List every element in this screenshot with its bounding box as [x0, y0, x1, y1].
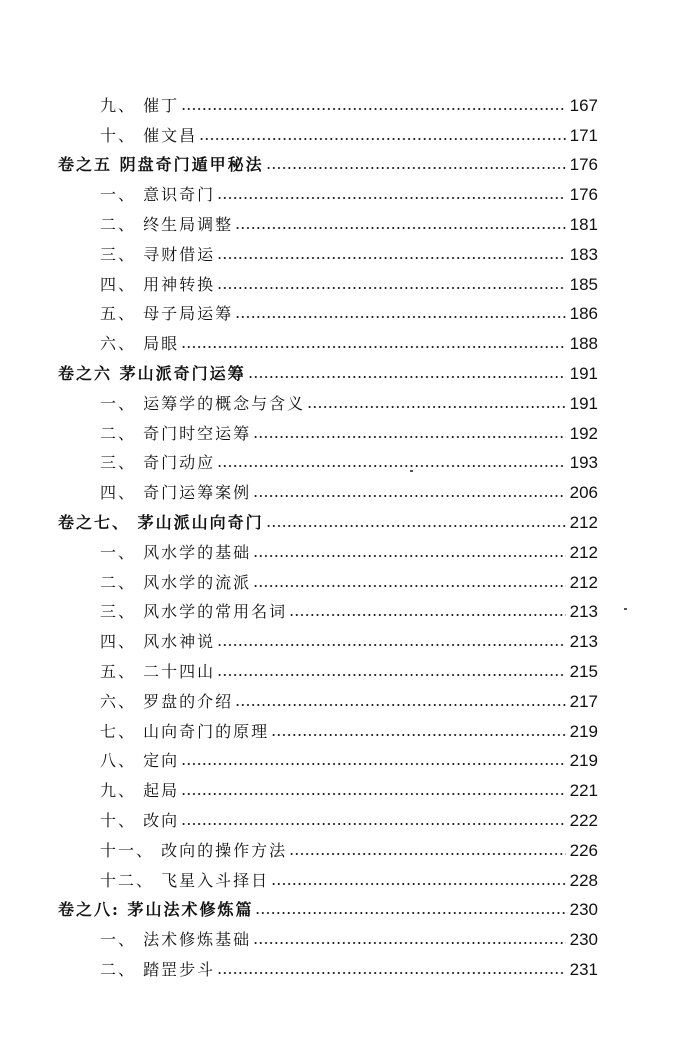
toc-page-number: 206: [569, 483, 598, 503]
toc-entry-title: 四、 风水神说: [100, 632, 216, 652]
toc-chapter-entry[interactable]: [0, 146, 679, 176]
toc-page-number: 221: [569, 781, 598, 801]
dot-leader: [289, 613, 566, 617]
toc-chapter-entry[interactable]: [0, 503, 679, 533]
toc-entry-title: 四、 奇门运筹案例: [100, 483, 252, 503]
dot-leader: [253, 435, 566, 439]
toc-entry[interactable]: [0, 682, 679, 712]
toc-chapter-title: 卷之八: 茅山法术修炼篇: [58, 900, 254, 920]
toc-chapter-title: 卷之七、 茅山派山向奇门: [58, 512, 264, 532]
toc-page-number: 212: [569, 572, 598, 592]
toc-entry-title: 八、 定向: [100, 751, 180, 771]
toc-entry-title: 二、 奇门时空运筹: [100, 423, 252, 443]
toc-entry-title: 三、 奇门动应: [100, 453, 216, 473]
toc-entry[interactable]: [0, 473, 679, 503]
toc-entry[interactable]: [0, 622, 679, 652]
scan-speck: [624, 608, 627, 610]
toc-page-number: 222: [569, 810, 598, 830]
dot-leader: [181, 762, 566, 766]
toc-entry-title: 一、 风水学的基础: [100, 542, 252, 562]
toc-chapter-entry[interactable]: [0, 891, 679, 921]
dot-leader: [235, 703, 566, 707]
dot-leader: [217, 464, 566, 468]
toc-entry[interactable]: [0, 801, 679, 831]
toc-page-number: 176: [569, 155, 598, 175]
dot-leader: [181, 345, 566, 349]
toc-page-number: 219: [569, 721, 598, 741]
toc-entry-title: 六、 罗盘的介绍: [100, 691, 234, 711]
toc-entry-title: 一、 法术修炼基础: [100, 930, 252, 950]
scan-speck: [410, 470, 413, 472]
toc-chapter-entry[interactable]: [0, 354, 679, 384]
toc-page-number: 228: [569, 870, 598, 890]
toc-entry-title: 六、 局眼: [100, 334, 180, 354]
dot-leader: [217, 256, 566, 260]
toc-entry-title: 十、 改向: [100, 810, 180, 830]
toc-entry-title: 一、 意识奇门: [100, 185, 216, 205]
toc-entry[interactable]: [0, 205, 679, 235]
toc-entry[interactable]: [0, 265, 679, 295]
toc-page-number: 213: [569, 602, 598, 622]
dot-leader: [217, 971, 566, 975]
dot-leader: [217, 196, 566, 200]
toc-entry[interactable]: [0, 384, 679, 414]
dot-leader: [217, 643, 566, 647]
toc-page-number: 231: [569, 959, 598, 979]
dot-leader: [307, 405, 566, 409]
dot-leader: [255, 911, 566, 915]
toc-entry[interactable]: [0, 414, 679, 444]
toc-page-number: 192: [569, 423, 598, 443]
toc-page-number: 212: [569, 512, 598, 532]
toc-entry[interactable]: [0, 593, 679, 623]
toc-page-number: 176: [569, 185, 598, 205]
dot-leader: [217, 286, 566, 290]
toc-page-number: 219: [569, 751, 598, 771]
toc-entry[interactable]: [0, 295, 679, 325]
toc-entry-title: 三、 寻财借运: [100, 244, 216, 264]
dot-leader: [181, 792, 566, 796]
dot-leader: [217, 673, 566, 677]
dot-leader: [181, 822, 566, 826]
toc-entry-title: 十二、 飞星入斗择日: [100, 870, 270, 890]
toc-entry-title: 九、 催丁: [100, 95, 180, 115]
table-of-contents: [0, 86, 679, 980]
toc-entry-title: 五、 母子局运筹: [100, 304, 234, 324]
toc-page-number: 191: [569, 363, 598, 383]
toc-page-number: 181: [569, 214, 598, 234]
toc-page-number: 171: [569, 125, 598, 145]
toc-page-number: 230: [569, 900, 598, 920]
toc-page-number: 193: [569, 453, 598, 473]
toc-page-number: 186: [569, 304, 598, 324]
toc-entry[interactable]: [0, 950, 679, 980]
toc-entry-title: 四、 用神转换: [100, 274, 216, 294]
toc-chapter-title: 卷之六 茅山派奇门运筹: [58, 363, 246, 383]
dot-leader: [199, 137, 566, 141]
dot-leader: [253, 584, 566, 588]
toc-entry-title: 一、 运筹学的概念与含义: [100, 393, 306, 413]
toc-page-number: 230: [569, 930, 598, 950]
dot-leader: [289, 852, 566, 856]
toc-entry-title: 十一、 改向的操作方法: [100, 840, 288, 860]
toc-entry-title: 二、 风水学的流派: [100, 572, 252, 592]
toc-entry[interactable]: [0, 324, 679, 354]
toc-entry[interactable]: [0, 235, 679, 265]
toc-page-number: 167: [569, 95, 598, 115]
toc-entry[interactable]: [0, 861, 679, 891]
toc-entry-title: 五、 二十四山: [100, 661, 216, 681]
dot-leader: [248, 375, 566, 379]
toc-page-number: 226: [569, 840, 598, 860]
dot-leader: [253, 941, 566, 945]
toc-entry-title: 七、 山向奇门的原理: [100, 721, 270, 741]
dot-leader: [266, 166, 566, 170]
toc-entry[interactable]: [0, 920, 679, 950]
dot-leader: [266, 524, 566, 528]
dot-leader: [235, 226, 566, 230]
toc-entry-title: 二、 踏罡步斗: [100, 959, 216, 979]
dot-leader: [271, 733, 566, 737]
toc-entry[interactable]: [0, 712, 679, 742]
toc-entry[interactable]: [0, 444, 679, 474]
dot-leader: [235, 315, 566, 319]
toc-entry[interactable]: [0, 831, 679, 861]
toc-entry-title: 三、 风水学的常用名词: [100, 602, 288, 622]
toc-entry[interactable]: [0, 771, 679, 801]
dot-leader: [271, 882, 566, 886]
toc-page-number: 215: [569, 661, 598, 681]
toc-page-number: 183: [569, 244, 598, 264]
toc-entry[interactable]: [0, 652, 679, 682]
toc-entry-title: 二、 终生局调整: [100, 214, 234, 234]
toc-page-number: 217: [569, 691, 598, 711]
toc-page-number: 212: [569, 542, 598, 562]
toc-entry[interactable]: [0, 533, 679, 563]
toc-entry[interactable]: [0, 116, 679, 146]
toc-page-number: 188: [569, 334, 598, 354]
toc-page-number: 185: [569, 274, 598, 294]
toc-entry-title: 九、 起局: [100, 781, 180, 801]
dot-leader: [253, 554, 566, 558]
toc-entry[interactable]: [0, 86, 679, 116]
toc-entry[interactable]: [0, 175, 679, 205]
toc-entry[interactable]: [0, 563, 679, 593]
toc-entry[interactable]: [0, 742, 679, 772]
toc-page-number: 213: [569, 632, 598, 652]
dot-leader: [253, 494, 566, 498]
toc-entry-title: 十、 催文昌: [100, 125, 198, 145]
toc-chapter-title: 卷之五 阴盘奇门遁甲秘法: [58, 155, 264, 175]
dot-leader: [181, 107, 566, 111]
toc-page-number: 191: [569, 393, 598, 413]
